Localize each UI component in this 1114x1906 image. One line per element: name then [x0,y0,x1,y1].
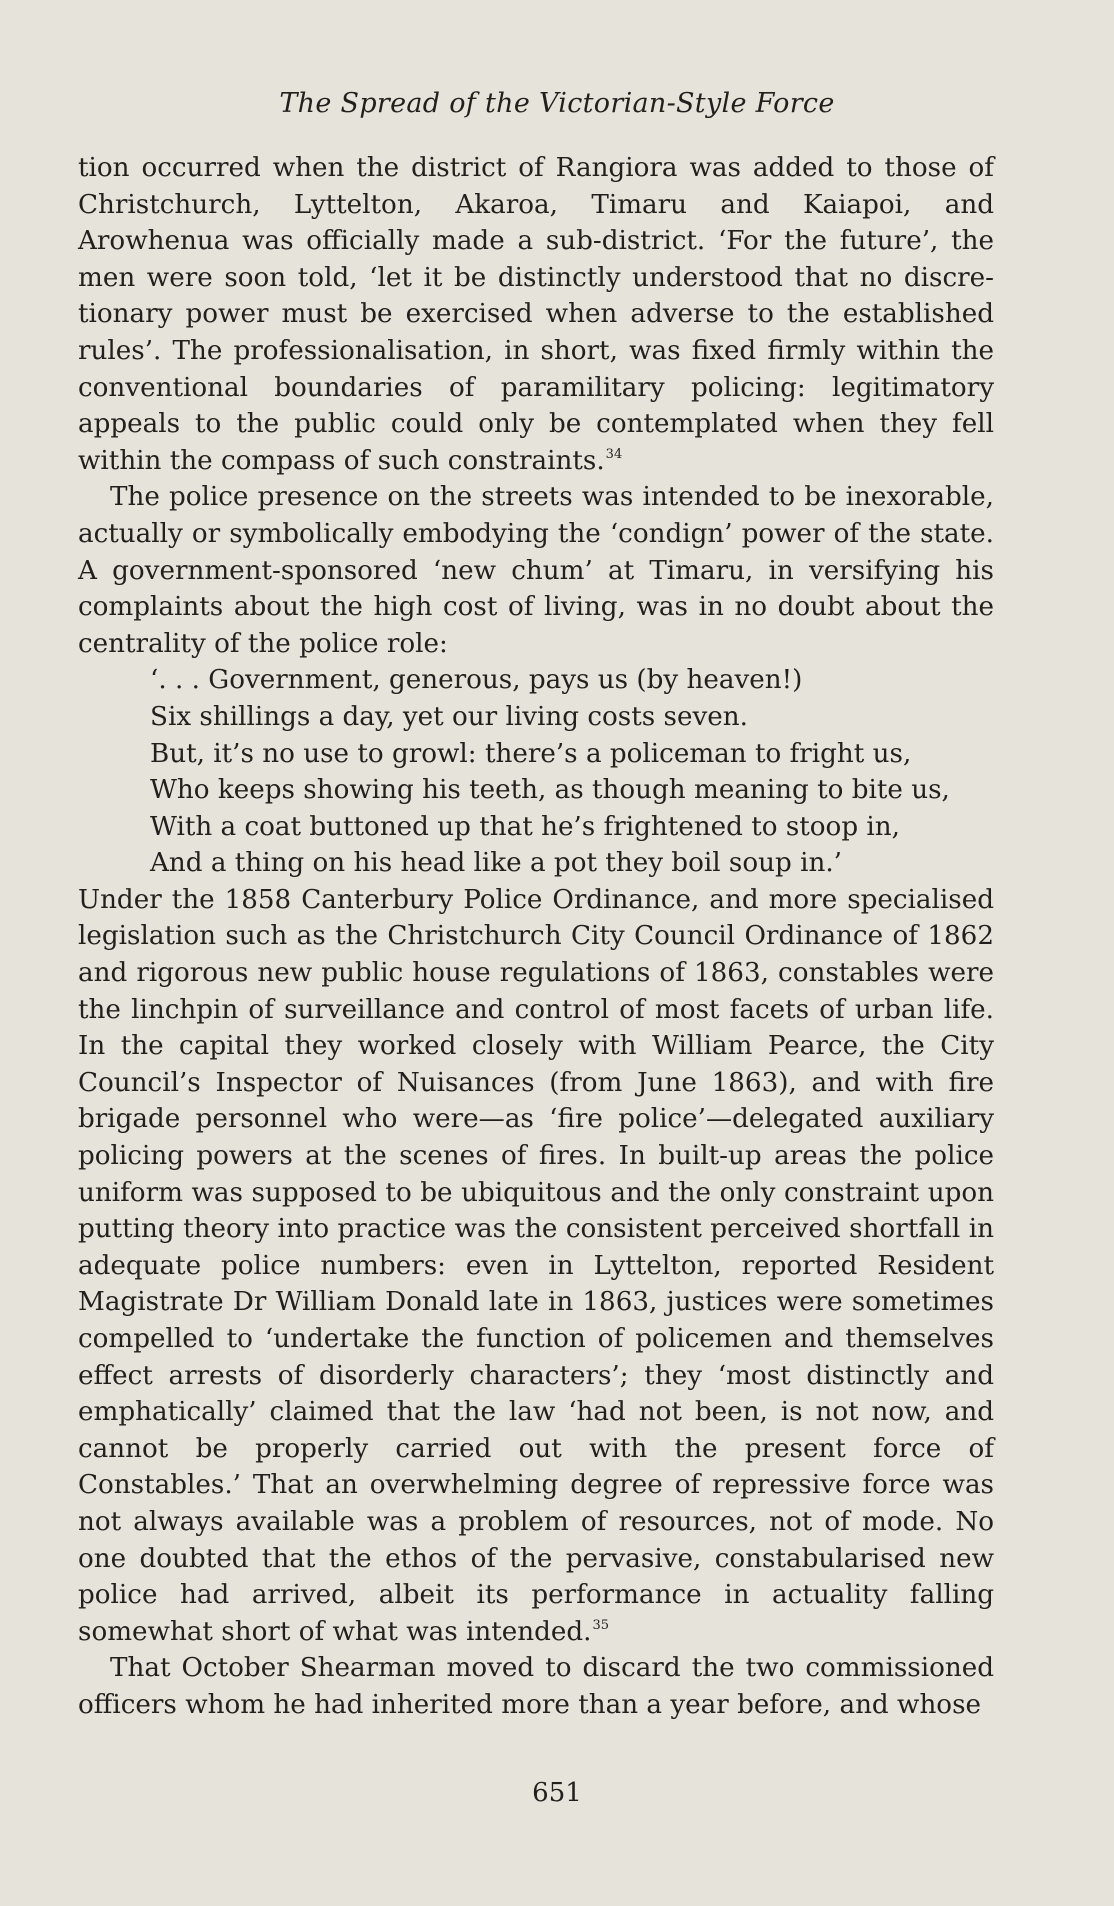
verse-line: With a coat buttoned up that he’s frightened to stoop in, [150,811,900,842]
footnote-ref-35: 35 [592,1617,610,1633]
paragraph-3 [78,882,994,1650]
verse-line: ‘. . . Government, generous, pays us (by heaven!) [150,665,803,696]
paragraph-4-text: That October Shearman moved to discard the two commissioned officers whom he had inherited more than a year before, and whose [78,1653,994,1720]
verse-quotation [78,662,994,882]
paragraph-2-text: The police presence on the streets was intended to be inexorable, actually or symbolically embodying the ‘condign’ power of the state. A government-sponsored ‘new chum’ at Timaru, in versifying his complaints about the high cost of living, was in no doubt about the centrality of the police role: [78,482,994,659]
page-number: 651 [532,1778,582,1808]
paragraph-2 [78,479,994,662]
paragraph-3-text: Under the 1858 Canterbury Police Ordinance, and more specialised legislation such as the Christchurch City Council Ordinance of 1862 and rigorous new public house regulations of 1863, constables were the linchpin of surveillance and control of most facets of urban life. In the capital they worked closely with William Pearce, the City Council’s Inspector of Nuisances (from June 1863), and with fire brigade personnel who were—as ‘fire police’—delegated auxiliary policing powers at the scenes of fires. In built-up areas the police uniform was supposed to be ubiquitous and the only constraint upon putting theory into practice was the consistent perceived shortfall in adequate police numbers: even in Lyttelton, reported Resident Magistrate Dr William Donald late in 1863, justices were sometimes compelled to ‘undertake the function of policemen and themselves effect arrests of disorderly characters’; they ‘most distinctly and emphatically’ claimed that the law ‘had not been, is not now, and cannot be properly carried out with the present force of Constables.’ That an overwhelming degree of repressive force was not always available was a problem of resources, not of mode. No one doubted that the ethos of the pervasive, constabularised new police had arrived, albeit its performance in actuality falling somewhat short of what was intended. [78,884,994,1647]
paragraph-1 [78,150,994,479]
verse-line: Six shillings a day, yet our living costs seven. [150,701,748,732]
footnote-ref-34: 34 [605,446,623,462]
paragraph-4 [78,1650,994,1723]
body-text [78,150,994,1724]
verse-line: Who keeps showing his teeth, as though meaning to bite us, [150,775,950,806]
running-head: The Spread of the Victorian-Style Force [279,88,835,119]
verse-line: But, it’s no use to growl: there’s a policeman to fright us, [150,738,912,769]
verse-line: And a thing on his head like a pot they boil soup in.’ [150,848,842,879]
paragraph-1-text: tion occurred when the district of Rangiora was added to those of Christchurch, Lyttelton, Akaroa, Timaru and Kaiapoi, and Arowhenua was officially made a sub-district. ‘For the future’, the men were soon told, ‘let it be distinctly understood that no discretionary power must be exercised when adverse to the established rules’. The professionalisation, in short, was fixed firmly within the conventional boundaries of paramilitary policing: legitimatory appeals to the public could only be contemplated when they fell within the compass of such constraints. [78,153,994,476]
